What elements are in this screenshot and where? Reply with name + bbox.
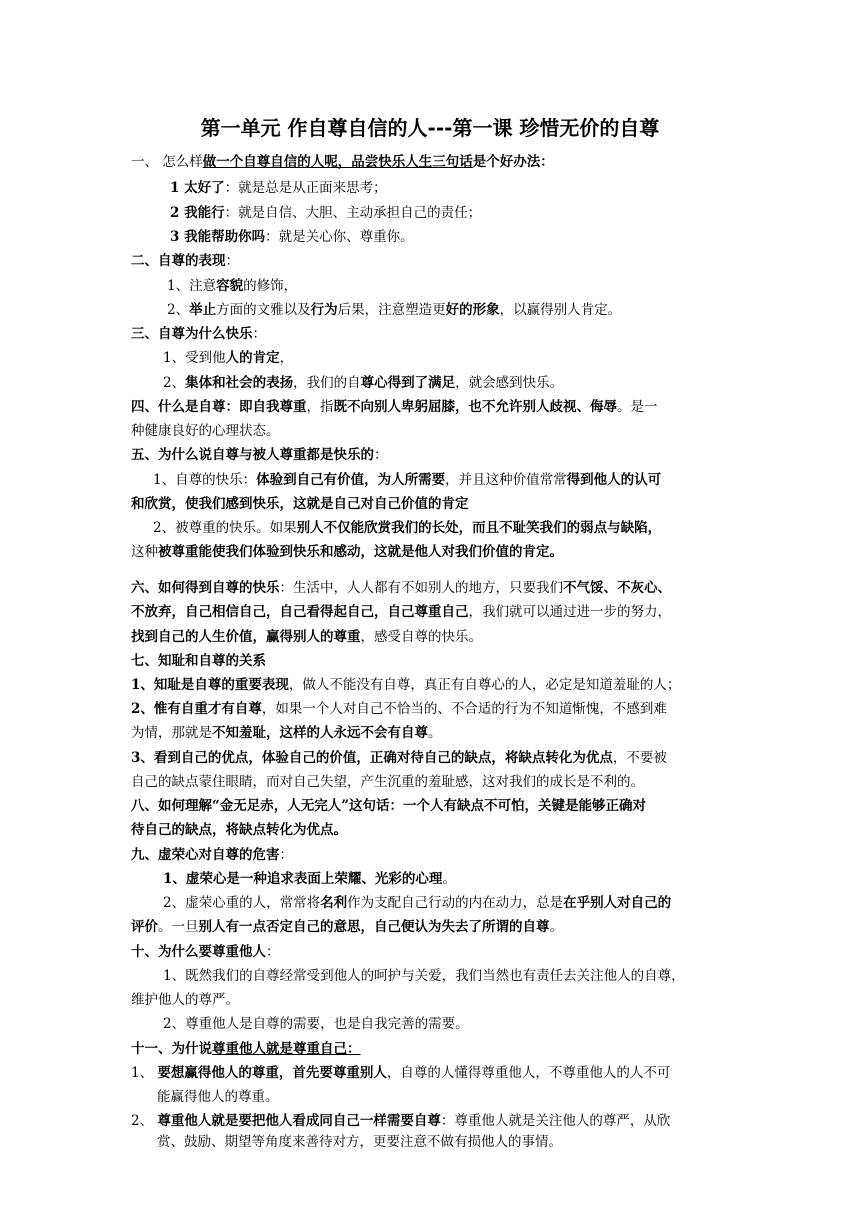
text-run: 六、如何得到自尊的快乐 xyxy=(131,580,280,596)
text-run: ，不要被 xyxy=(612,750,667,766)
text-run: 别人不仅能欣赏我们的长处，而且不耻笑我们的弱点与缺陷， xyxy=(296,520,662,536)
text-run: 赏、鼓励、期望等角度来善待对方，更要注意不做有损他人的事情。 xyxy=(157,1134,562,1150)
text-run: 在乎别人对自己的 xyxy=(563,895,672,911)
text-run: 1、虚荣心是一种追求表面上荣耀、光彩的心理 xyxy=(163,871,443,887)
text-run: 2、 xyxy=(131,1113,158,1129)
text-run: 一、 怎么样 xyxy=(131,154,203,170)
text-line xyxy=(131,796,731,816)
text-run: 2、 xyxy=(163,375,186,391)
text-run: 既不向别人卑躬屈膝，也不允许别人歧视、侮辱 xyxy=(333,399,617,415)
text-run: 七、知耻和自尊的关系 xyxy=(131,653,266,669)
text-run: 评价 xyxy=(131,919,158,935)
text-run: 体验到自己有价值，为人所需要 xyxy=(256,472,446,488)
text-line xyxy=(163,893,763,913)
text-run: 尊重他人就是要把他人看成同自己一样需要自尊 xyxy=(157,1113,441,1129)
text-line xyxy=(131,820,731,840)
text-run: 能赢得他人的尊重。 xyxy=(157,1089,279,1105)
text-run: 行为 xyxy=(310,302,338,318)
text-run: 不知羞耻，这样的人永远不会有自尊 xyxy=(212,725,428,741)
text-run: 名利 xyxy=(320,895,348,911)
text-line xyxy=(131,152,731,172)
text-run: 1、既然我们的自尊经常受到他人的呵护与关爱，我们当然也有责任去关注他人的自尊， xyxy=(163,968,685,984)
text-line xyxy=(131,1039,731,1059)
text-run: ： xyxy=(279,847,293,863)
text-run: 二、自尊的表现 xyxy=(131,253,226,269)
text-line xyxy=(157,1087,757,1107)
text-line xyxy=(131,675,731,695)
text-run: 2、被尊重的快乐。如果 xyxy=(153,520,297,536)
text-run: 四、什么是自尊：即自我尊重 xyxy=(131,399,307,415)
text-run: 和欣赏，使我们感到快乐，这就是自己对自己价值的肯定 xyxy=(131,496,469,512)
text-line xyxy=(170,227,770,247)
text-run: 被尊重能使我们体验到快乐和感动，这就是他人对我们价值的肯定。 xyxy=(158,544,563,560)
text-line xyxy=(131,542,731,562)
text-run: 待自己的缺点，将缺点转化为优点。 xyxy=(131,822,347,838)
text-run: ，如果一个人对自己不恰当的、不合适的行为不知道惭愧，不感到难 xyxy=(261,701,667,717)
text-run: 十、为什么要尊重他人 xyxy=(131,944,266,960)
text-run: ，就会感到快乐。 xyxy=(455,375,564,391)
text-line xyxy=(131,748,731,768)
text-line xyxy=(131,445,731,465)
text-run: ，指 xyxy=(306,399,334,415)
text-line xyxy=(131,627,731,647)
text-run: 尊心得到了满足 xyxy=(360,375,456,391)
text-run: 为情，那就是 xyxy=(131,725,212,741)
text-run: 自己的缺点蒙住眼睛，而对自己失望，产生沉重的羞耻感，这对我们的成长是不利的。 xyxy=(131,774,644,790)
text-line xyxy=(163,869,763,889)
text-run: 要想赢得他人的尊重，首先要尊重别人 xyxy=(157,1065,387,1081)
text-run: 举止 xyxy=(189,302,217,318)
text-run: ： xyxy=(374,447,388,463)
text-run: 是个好办法： xyxy=(472,154,554,170)
text-run: 集体和社会的表扬 xyxy=(185,375,294,391)
text-run: ，以赢得别人肯定。 xyxy=(499,302,622,318)
page-title: 第一单元 作自尊自信的人---第一课 珍惜无价的自尊 xyxy=(200,116,660,140)
text-run: 三、自尊为什么快乐 xyxy=(131,326,253,342)
text-run: 这种 xyxy=(131,544,158,560)
text-line xyxy=(170,178,770,198)
text-run: ：尊重他人就是关注他人的尊严，从欣 xyxy=(440,1113,671,1129)
text-run: 八、如何理解“金无足赤，人无完人”这句话：一个人有缺点不可怕，关键是能够正确对 xyxy=(131,798,647,814)
text-line xyxy=(163,966,763,986)
text-run: 3、看到自己的优点，体验自己的价值，正确对待自己的缺点，将缺点转化为优点 xyxy=(131,750,613,766)
text-run: ，自尊的人懂得尊重他人，不尊重他人的人不可 xyxy=(386,1065,671,1081)
text-run: 2、尊重他人是自尊的需要，也是自我完善的需要。 xyxy=(163,1016,469,1032)
text-run: ，做人不能没有自尊，真正有自尊心的人，必定是知道羞耻的人； xyxy=(288,677,681,693)
text-line xyxy=(131,578,731,598)
text-run: 2、惟有自重才有自尊 xyxy=(131,701,262,717)
text-run: ：生活中，人人都有不如别人的地方，只要我们 xyxy=(279,580,563,596)
text-run: 1、 xyxy=(131,1065,158,1081)
text-run: ，并且这种价值常常 xyxy=(445,472,567,488)
text-line xyxy=(131,942,731,962)
text-run: 2 我能行 xyxy=(170,205,225,221)
text-run: 维护他人的尊严。 xyxy=(131,992,239,1008)
text-run: ：就是总是从正面来思考； xyxy=(224,180,387,196)
text-line xyxy=(167,276,767,296)
text-run: 五、为什么说自尊与被人尊重都是快乐的 xyxy=(131,447,374,463)
text-run: 1、自尊的快乐： xyxy=(153,472,257,488)
text-line xyxy=(131,772,731,792)
text-run: 。一旦 xyxy=(158,919,199,935)
text-run: 。是一 xyxy=(617,399,658,415)
text-line xyxy=(131,699,731,719)
text-run: 1 太好了 xyxy=(170,180,225,196)
text-run: ， xyxy=(279,350,294,366)
text-line xyxy=(153,470,753,490)
text-run: ： xyxy=(252,326,266,342)
text-line xyxy=(153,518,753,538)
text-line xyxy=(163,1014,763,1034)
text-run: 。 xyxy=(428,725,442,741)
text-run: 不放弃，自己相信自己，自己看得起自己，自己尊重自己 xyxy=(131,604,469,620)
text-run: ：就是自信、大胆、主动承担自己的责任； xyxy=(224,205,482,221)
text-line xyxy=(131,397,731,417)
text-run: ： xyxy=(266,944,280,960)
text-line xyxy=(131,494,731,514)
text-run: 得到他人的认可 xyxy=(566,472,662,488)
text-line xyxy=(167,300,767,320)
text-run: ：就是关心你、尊重你。 xyxy=(265,229,414,245)
text-line xyxy=(131,990,731,1010)
text-run: 种健康良好的心理状态。 xyxy=(131,423,280,439)
text-line xyxy=(131,421,731,441)
text-run: 十一、为什说 xyxy=(131,1041,212,1057)
text-line xyxy=(131,651,731,671)
text-run: 3 我能帮助你吗 xyxy=(170,229,266,245)
text-run: 的修饰， xyxy=(243,278,298,294)
text-line xyxy=(131,602,731,622)
text-run: ，感受自尊的快乐。 xyxy=(360,629,482,645)
text-run: 作为支配自己行动的内在动力，总是 xyxy=(347,895,564,911)
text-run: ，我们就可以通过进一步的努力， xyxy=(468,604,671,620)
text-run: 人的肯定 xyxy=(225,350,280,366)
text-line xyxy=(163,348,763,368)
text-run: 不气馁、不灰心、 xyxy=(563,580,671,596)
text-run: 别人有一点否定自己的意思，自己便认为失去了所谓的自尊 xyxy=(198,919,550,935)
text-run: 1、注意 xyxy=(167,278,217,294)
text-line xyxy=(131,1111,731,1131)
text-line xyxy=(157,1132,757,1152)
text-run: 方面的文雅以及 xyxy=(216,302,311,318)
text-run: 1、受到他 xyxy=(163,350,226,366)
text-run: 2、虚荣心重的人，常常将 xyxy=(163,895,321,911)
text-line xyxy=(131,917,731,937)
text-run: 九、虚荣心对自尊的危害 xyxy=(131,847,280,863)
text-run: 1、知耻是自尊的重要表现 xyxy=(131,677,289,693)
text-line xyxy=(131,1063,731,1083)
text-line xyxy=(163,373,763,393)
text-run: 做一个自尊自信的人呢，品尝快乐人生三句话 xyxy=(202,154,473,170)
text-run: 2、 xyxy=(167,302,190,318)
text-run: ： xyxy=(225,253,239,269)
text-run: 尊重他人就是尊重自己： xyxy=(212,1041,361,1057)
text-line xyxy=(170,203,770,223)
text-line xyxy=(131,723,731,743)
text-run: ，我们的自 xyxy=(293,375,361,391)
text-run: 。 xyxy=(442,871,456,887)
text-run: 。 xyxy=(549,919,563,935)
text-line xyxy=(131,324,731,344)
text-run: 找到自己的人生价值，赢得别人的尊重 xyxy=(131,629,361,645)
text-run: 好的形象 xyxy=(445,302,500,318)
text-line xyxy=(131,251,731,271)
text-run: 容貌 xyxy=(216,278,244,294)
text-line xyxy=(131,845,731,865)
text-run: 后果，注意塑造更 xyxy=(337,302,446,318)
